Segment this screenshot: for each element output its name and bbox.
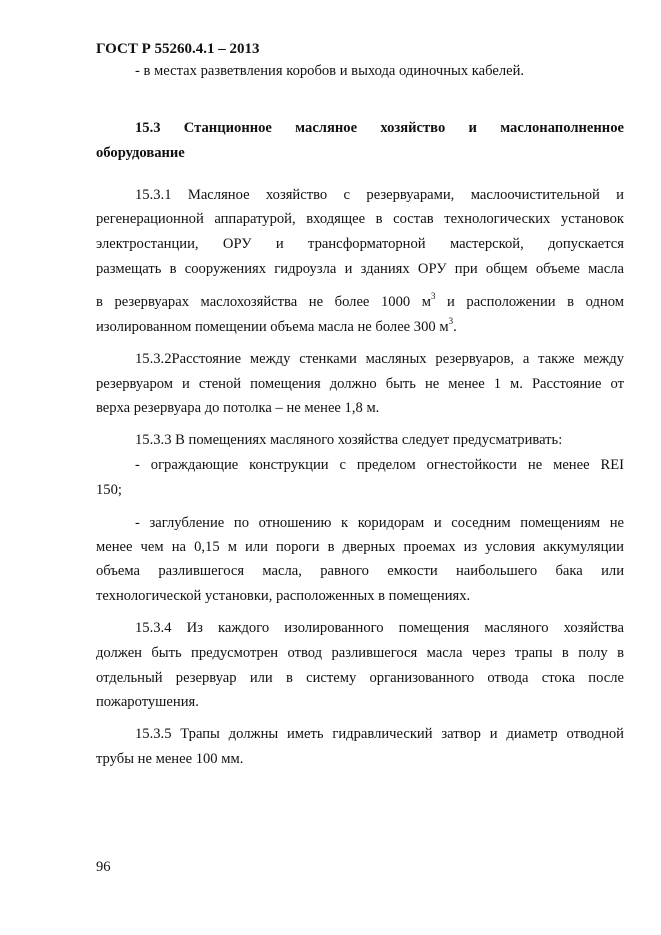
p1-line-5-a: в резервуарах маслохозяйства не более 1000 м [96, 294, 431, 310]
p1-line-3: электростанции, ОРУ и трансформаторной мастерской, допускается [96, 236, 624, 252]
p1-line-6 [96, 316, 624, 336]
p3-bullet-2-line-1: - заглубление по отношению к коридорам и соседним помещениям не [135, 515, 624, 531]
p4-line-2: должен быть предусмотрен отвод разлившегося масла через трапы в полу в [96, 645, 624, 661]
p4-line-4: пожаротушения. [96, 694, 199, 710]
p1-line-2: регенерационной аппаратурой, входящее в состав технологических установок [96, 211, 624, 227]
p3-bullet-1-line-2: 150; [96, 482, 122, 498]
p1-line-5-b: и расположении в одном [435, 294, 624, 310]
p1-line-5 [96, 291, 624, 311]
p1-line-4: размещать в сооружениях гидроузла и зданиях ОРУ при общем объеме масла [96, 261, 624, 277]
p3-bullet-2-line-4: технологической установки, расположенных в помещениях. [96, 588, 471, 604]
document-header: ГОСТ Р 55260.4.1 – 2013 [96, 41, 260, 57]
section-heading-line-1: 15.3 Станционное масляное хозяйство и маслонаполненное [135, 120, 624, 136]
cubic-superscript: 3 [448, 316, 454, 326]
p2-line-2: резервуаром и стеной помещения должно быть не менее 1 м. Расстояние от [96, 376, 624, 392]
page-number: 96 [96, 859, 111, 875]
p4-line-3: отдельный резервуар или в систему организованного отвода стока после [96, 670, 624, 686]
p1-line-6-b: . [453, 319, 457, 335]
p3-bullet-2-line-3: объема разлившегося масла, равного емкости наибольшего бака или [96, 563, 624, 579]
intro-line: - в местах разветвления коробов и выхода одиночных кабелей. [135, 63, 525, 79]
p3-bullet-2-line-2: менее чем на 0,15 м или пороги в дверных проемах из условия аккумуляции [96, 539, 624, 555]
p2-line-1: 15.3.2Расстояние между стенками масляных резервуаров, а также между [135, 351, 624, 367]
p3-bullet-1-line-1: - ограждающие конструкции с пределом огнестойкости не менее REI [135, 457, 624, 473]
p5-line-1: 15.3.5 Трапы должны иметь гидравлический затвор и диаметр отводной [135, 726, 624, 742]
p5-line-2: трубы не менее 100 мм. [96, 751, 244, 767]
p2-line-3: верха резервуара до потолка – не менее 1,8 м. [96, 400, 380, 416]
p1-line-6-a: изолированном помещении объема масла не более 300 м [96, 319, 449, 335]
p3-line-1: 15.3.3 В помещениях масляного хозяйства следует предусматривать: [135, 432, 563, 448]
section-heading-line-2: оборудование [96, 145, 185, 161]
p1-line-1: 15.3.1 Масляное хозяйство с резервуарами, маслоочистительной и [135, 187, 624, 203]
p4-line-1: 15.3.4 Из каждого изолированного помещения масляного хозяйства [135, 620, 624, 636]
cubic-superscript: 3 [430, 291, 436, 301]
